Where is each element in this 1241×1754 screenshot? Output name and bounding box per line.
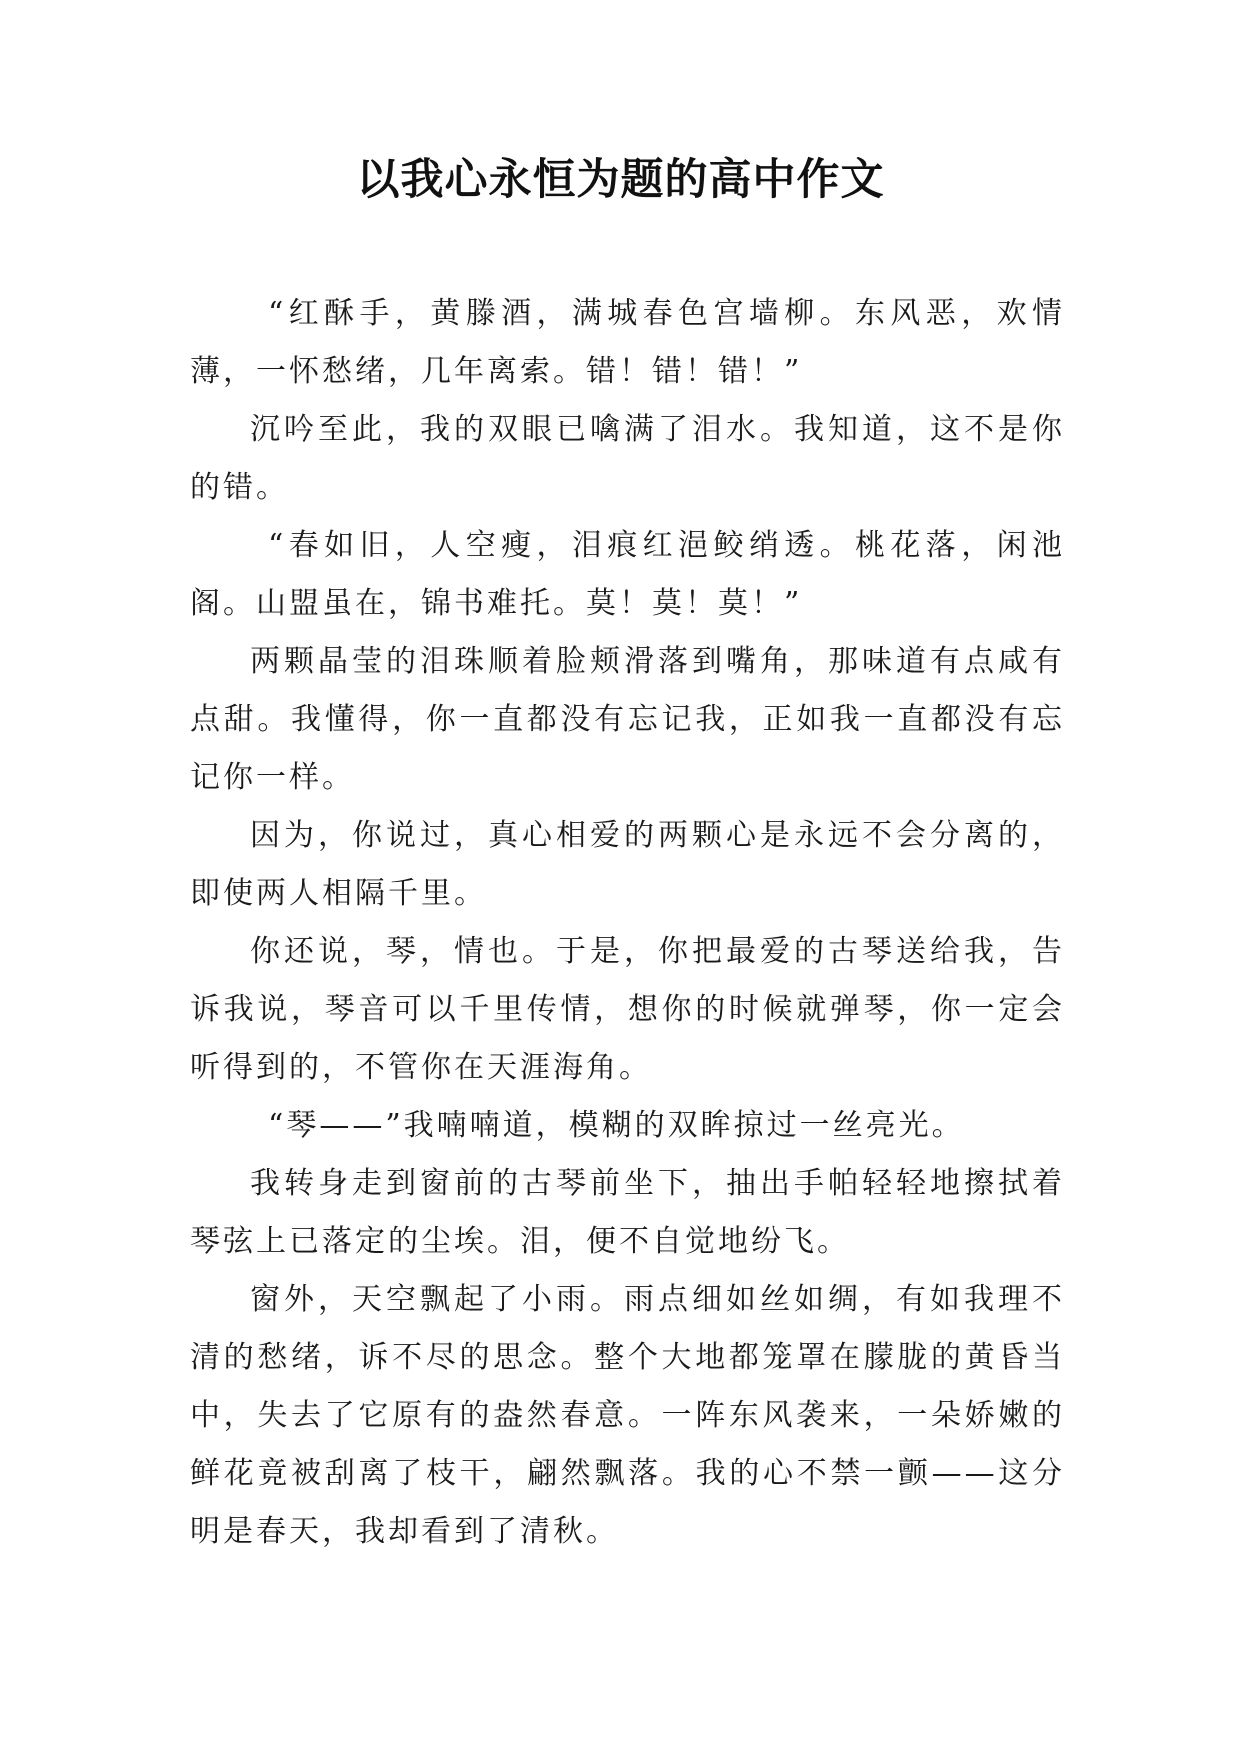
paragraph-9: 窗外，天空飘起了小雨。雨点细如丝如绸，有如我理不清的愁绪，诉不尽的思念。整个大地都笼罩在朦胧的黄昏当中，失去了它原有的盎然春意。一阵东风袭来，一朵娇嫩的鲜花竟被刮离了枝干，翩然飘落。我的心不禁一颤——这分明是春天，我却看到了清秋。 [190, 1282, 1065, 1549]
paragraph-3: “春如旧，人空瘦，泪痕红浥鲛绡透。桃花落，闲池阁。山盟虽在，锦书难托。莫！莫！莫！” [190, 528, 1065, 621]
paragraph-7: “琴——”我喃喃道，模糊的双眸掠过一丝亮光。 [268, 1108, 965, 1143]
paragraph-4: 两颗晶莹的泪珠顺着脸颊滑落到嘴角，那味道有点咸有点甜。我懂得，你一直都没有忘记我，正如我一直都没有忘记你一样。 [190, 644, 1065, 795]
paragraph-6: 你还说，琴，情也。于是，你把最爱的古琴送给我，告诉我说，琴音可以千里传情，想你的时候就弹琴，你一定会听得到的，不管你在天涯海角。 [190, 934, 1065, 1085]
document-body [190, 285, 1065, 1561]
document-title: 以我心永恒为题的高中作文 [356, 155, 885, 205]
paragraph-1: “红酥手，黄滕酒，满城春色宫墙柳。东风恶，欢情薄，一怀愁绪，几年离索。错！错！错！” [190, 296, 1065, 389]
paragraph-8: 我转身走到窗前的古琴前坐下，抽出手帕轻轻地擦拭着琴弦上已落定的尘埃。泪，便不自觉地纷飞。 [190, 1166, 1065, 1259]
paragraph-2: 沉吟至此，我的双眼已噙满了泪水。我知道，这不是你的错。 [190, 412, 1065, 505]
paragraph-5: 因为，你说过，真心相爱的两颗心是永远不会分离的，即使两人相隔千里。 [190, 818, 1065, 911]
